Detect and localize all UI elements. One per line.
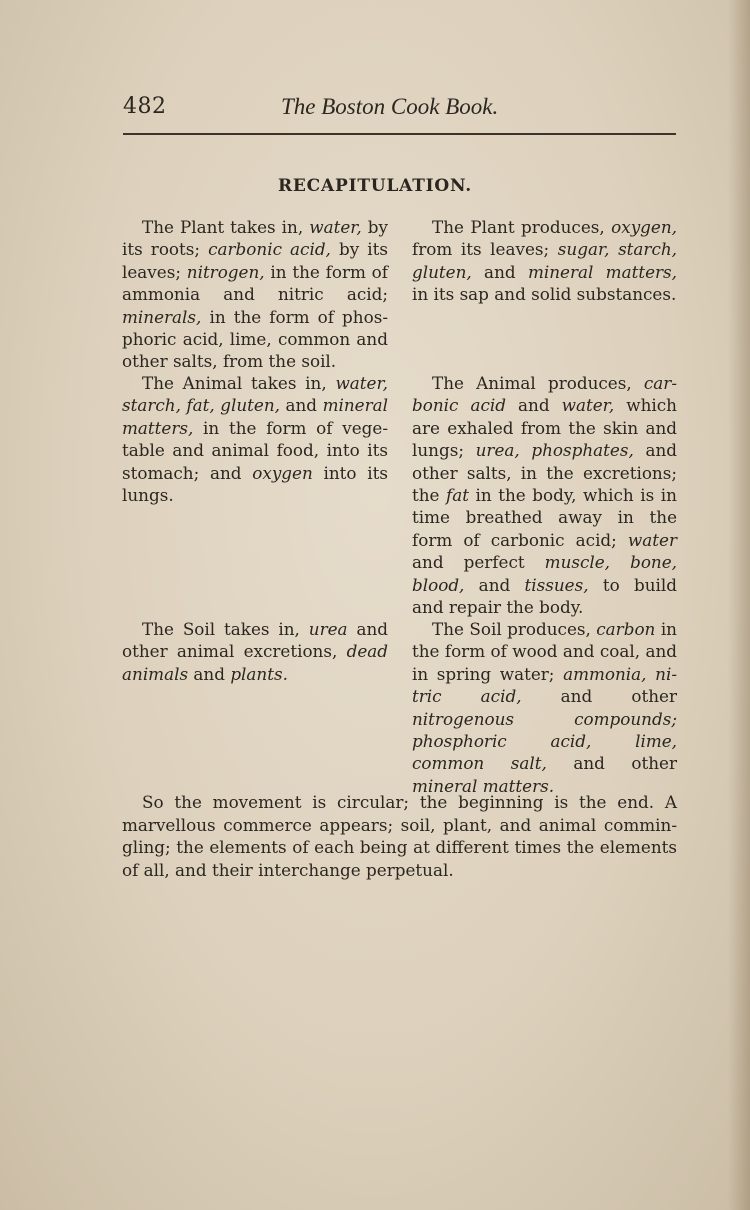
italic-run: mineral matters, — [527, 261, 677, 282]
italic-run: water, starch, fat, gluten, — [122, 373, 388, 416]
section-heading: RECAPITULATION. — [277, 176, 472, 196]
text-run: The Animal produces, — [432, 373, 644, 393]
paragraph-text — [412, 618, 677, 797]
text-run: in the form of phosphoric acid, lime, common and other salts, from the soil. — [122, 306, 388, 372]
text-run: and — [464, 574, 525, 595]
conclusion-paragraph — [122, 791, 677, 881]
text-run: in its sap and solid substances. — [412, 284, 677, 305]
text-run: and other — [521, 686, 677, 707]
plant-output-paragraph — [412, 216, 677, 306]
italic-run: fat — [446, 485, 469, 506]
page-number: 482 — [123, 94, 167, 119]
text-run: and other — [546, 753, 677, 774]
soil-output-paragraph — [412, 618, 677, 797]
text-run: in the form of vegetable and animal food, into its stomach; and — [122, 417, 388, 483]
text-run: in the form of wood and coal, and in spring water; — [412, 619, 677, 684]
italic-run: nitrogen, — [186, 261, 265, 282]
text-run: The Plant takes in, — [142, 217, 310, 237]
italic-run: oxygen — [252, 462, 313, 483]
text-run: from its leaves; — [412, 239, 558, 260]
text-run: and — [505, 395, 562, 416]
italic-run: water, — [561, 395, 615, 416]
soil-intake-paragraph — [122, 618, 388, 685]
text-run: by its roots; — [122, 217, 389, 260]
italic-run: carbon — [596, 619, 656, 639]
italic-run: plants. — [230, 663, 288, 684]
paragraph-text — [412, 372, 677, 618]
text-run: and other salts, in the excretions; the — [412, 440, 677, 506]
plant-intake-paragraph — [122, 216, 388, 373]
paragraph-text — [122, 618, 388, 685]
italic-run: tissues, — [524, 574, 589, 595]
italic-run: urea — [308, 619, 348, 639]
page-header — [123, 94, 676, 126]
italic-run: carbonic acid, — [208, 239, 331, 260]
animal-output-paragraph — [412, 372, 677, 618]
italic-run: muscle, bone, blood, — [412, 552, 677, 595]
text-run: and — [471, 261, 528, 282]
italic-run: ammonia, nitric acid, — [412, 663, 677, 707]
italic-run: carbonic acid — [412, 373, 677, 416]
italic-run: oxygen, — [611, 217, 677, 237]
italic-run: dead animals — [122, 641, 388, 684]
italic-run: mineral matters, — [122, 395, 388, 438]
text-run: and — [279, 395, 323, 416]
text-run: and perfect — [412, 552, 545, 573]
conclusion-text: So the movement is circular; the beginning is the end. A marvellous commerce appears; soil, plant, and animal commingling; the elements of each being at different times the elements of all, and their interchange perpetual. — [122, 792, 677, 880]
text-run: in the body, which is in time breathed away in the form of carbonic acid; — [412, 485, 677, 550]
paragraph-text — [122, 372, 388, 506]
animal-intake-paragraph — [122, 372, 388, 506]
text-run: and other animal excretions, — [122, 619, 389, 662]
italic-run: water — [627, 529, 677, 550]
text-run: The Soil produces, — [432, 619, 597, 639]
text-run: into its lungs. — [122, 462, 388, 506]
italic-run: urea, phosphates, — [475, 440, 634, 461]
italic-run: nitrogenous compounds; phosphoric acid, lime, common salt, — [412, 708, 677, 774]
italic-run: minerals, — [122, 306, 202, 327]
text-run: and — [188, 663, 231, 684]
text-run: in the form of ammonia and nitric acid; — [122, 261, 388, 305]
text-run: The Plant produces, — [432, 217, 612, 237]
italic-run: mineral matters. — [412, 775, 555, 796]
paragraph-text — [412, 216, 677, 306]
paragraph-text — [122, 216, 388, 373]
running-title: The Boston Cook Book. — [281, 94, 499, 119]
text-run: by its leaves; — [122, 239, 389, 282]
text-run: to build and repair the body. — [412, 574, 677, 618]
italic-run: water, — [309, 217, 362, 237]
text-run: which are exhaled from the skin and lungs; — [412, 395, 677, 461]
text-run: The Animal takes in, — [142, 373, 336, 393]
text-run: The Soil takes in, — [142, 619, 309, 639]
header-rule — [123, 133, 676, 135]
italic-run: sugar, starch, gluten, — [412, 239, 677, 282]
